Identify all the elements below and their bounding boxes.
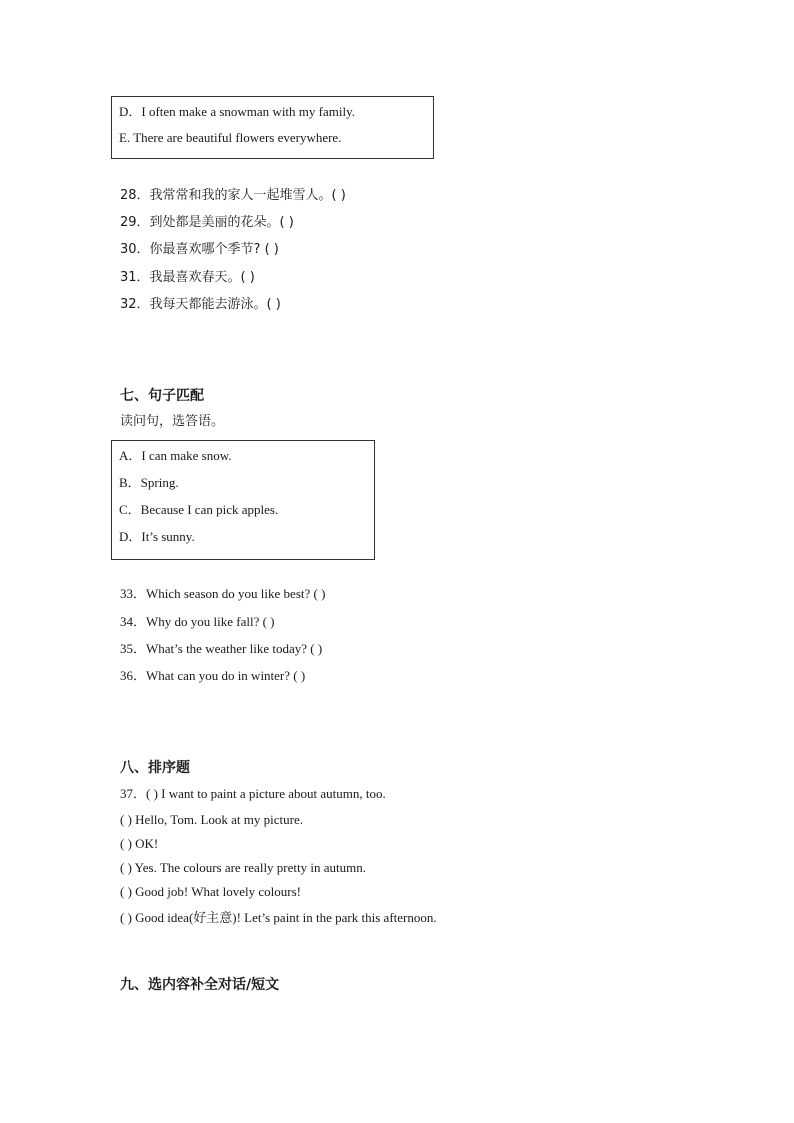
question-29: 29．到处都是美丽的花朵。( ) xyxy=(120,215,294,230)
question-32: 32．我每天都能去游泳。( ) xyxy=(120,297,281,312)
ordering-line-3: ( ) OK! xyxy=(120,836,159,851)
option-c: C．Because I can pick apples. xyxy=(119,502,279,517)
section-9-title: 九、选内容补全对话/短文 xyxy=(120,977,280,993)
question-35: 35．What’s the weather like today? ( ) xyxy=(120,641,323,656)
ordering-line-4: ( ) Yes. The colours are really pretty in autumn. xyxy=(120,860,366,875)
question-36: 36．What can you do in winter? ( ) xyxy=(120,668,306,683)
question-31: 31．我最喜欢春天。( ) xyxy=(120,270,255,285)
ordering-line-5: ( ) Good job! What lovely colours! xyxy=(120,884,301,899)
ordering-line-6: ( ) Good idea(好主意)! Let’s paint in the park this afternoon. xyxy=(120,910,437,925)
section-7-title: 七、句子匹配 xyxy=(120,388,204,404)
question-30: 30．你最喜欢哪个季节? ( ) xyxy=(120,242,279,257)
option-d: D．I often make a snowman with my family. xyxy=(119,104,355,119)
question-34: 34．Why do you like fall? ( ) xyxy=(120,614,275,629)
section-8-title: 八、排序题 xyxy=(120,760,190,776)
ordering-line-2: ( ) Hello, Tom. Look at my picture. xyxy=(120,812,303,827)
question-28: 28．我常常和我的家人一起堆雪人。( ) xyxy=(120,188,346,203)
option-a: A．I can make snow. xyxy=(119,448,232,463)
option-b: B．Spring. xyxy=(119,475,179,490)
question-33: 33．Which season do you like best? ( ) xyxy=(120,586,326,601)
option-d-2: D．It’s sunny. xyxy=(119,529,195,544)
section-7-instruction: 读问句，选答语。 xyxy=(120,414,225,429)
option-e: E. There are beautiful flowers everywhere. xyxy=(119,130,342,145)
ordering-line-1: 37．( ) I want to paint a picture about autumn, too. xyxy=(120,786,386,801)
